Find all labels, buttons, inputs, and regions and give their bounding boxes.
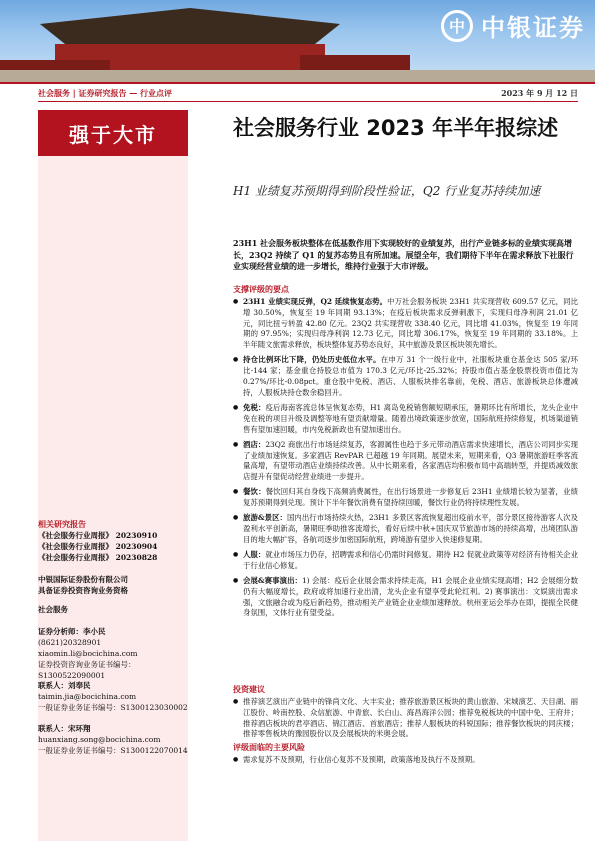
report-subtitle: H1 业绩复苏预期得到阶段性验证，Q2 行业复苏持续加速 (233, 184, 541, 198)
breadcrumb: 社会服务 | 证券研究报告 — 行业点评 (38, 88, 173, 98)
rating-badge: 强于大市 (38, 110, 188, 156)
risk-list (233, 755, 578, 766)
point-text: 国内出行市场持续火热，23H1 多景区客流恢复超出疫前水平，部分景区接待游客人次及盈利水平创新高，暑期旺季助推客流增长，看好后续中秋+国庆双节旅游市场的持续高增，出境团队游目的地大幅扩容，各航司逐步加密国际航班，跨境游有望步入快速修复期。 (243, 513, 578, 544)
report-date: 2023 年 9 月 12 日 (501, 88, 578, 98)
key-points (233, 297, 578, 624)
brand-logo (441, 8, 585, 43)
section-heading-key-points: 支撑评级的要点 (233, 284, 289, 294)
point-item (233, 487, 578, 509)
related-item: 《社会服务行业周报》 20230910 (38, 531, 158, 540)
analyst-role: 联系人：刘奉民 (38, 681, 91, 690)
header-bar (0, 82, 595, 84)
related-item: 《社会服务行业周报》 20230828 (38, 553, 158, 562)
investment-item: ● 推荐演艺演出产业链中的锋尚文化、大丰实业；推荐旅游景区板块的黄山旅游、宋城演艺、天目湖、丽江股份、岭南控股、众信旅游、中青旅、长白山、海昌海洋公园；推荐免税板块的中国中免、王府井；推荐酒店板块的君亭酒店、锦江酒店、首旅酒店；推荐人服板块的科锐国际；推荐餐饮板块的同庆楼；推荐零售板块的豫园股份以及会展板块的米奥会展。 (233, 697, 578, 740)
related-item: 《社会服务行业周报》 20230904 (38, 542, 158, 551)
point-lead: 旅游&景区： (243, 513, 287, 523)
point-lead: 会展&赛事演出： (243, 576, 303, 586)
investment-advice (233, 697, 578, 740)
analyst-email: huanxiang.song@bocichina.com (38, 735, 161, 744)
point-text: 就业市场压力仍存，招聘需求和信心仍需时间修复。期待 H2 促就业政策等对经济有待相关企业于行业信心修复。 (243, 550, 578, 570)
point-item (233, 513, 578, 545)
brand-name: 中银证券 (481, 14, 585, 42)
analyst-phone: (8621)20328901 (38, 638, 102, 647)
point-lead: 23H1 业绩实现反弹，Q2 延续恢复态势。 (243, 297, 388, 306)
point-text: 1) 会展：疫后企业展会需求持续走高，H1 会展企业业绩实现高增；H2 会展细分数仍有大幅度增长，政府或将加速行业出清，龙头企业有望享受此轮红利。2) 赛事演出：文娱演出需求强，文旅融合或为疫后新趋势，推动相关产业链企业业绩加速释放。杭州亚运会举办在即，提振全民健身氛围，文体行业有望受益。 (243, 576, 578, 618)
summary: 23H1 社会服务板块整体在低基数作用下实现较好的业绩复苏，出行产业链多标的业绩实现高增长，23Q2 持续了 Q1 的复苏态势且有所加速。展望全年，我们期待下半年在需求释放下社服行业实现经营业绩的进一步增长，维持行业强于大市评级。 (233, 238, 574, 272)
cover-banner (0, 0, 595, 82)
point-lead: 餐饮： (243, 487, 266, 497)
company-info (38, 574, 188, 596)
point-item (233, 576, 578, 619)
company-name: 中银国际证券股份有限公司 (38, 575, 128, 584)
header-rule (38, 101, 578, 102)
analyst-email: xiaomin.li@bocichina.com (38, 649, 138, 658)
industry-label (38, 604, 188, 615)
point-lead: 免税： (243, 402, 266, 412)
analyst-cert: 一般证券业务证书编号：S1300123030002 (38, 703, 188, 712)
point-item (233, 403, 578, 435)
point-lead: 酒店： (243, 439, 266, 449)
point-text: 餐饮回归其自身线下高频消费属性，在出行场景进一步修复后 23H1 业绩增长较为显著，业绩复苏预期得到兑现。预计下半年餐饮消费有望持续回暖，餐饮行业仍将持续理性发展。 (243, 487, 578, 508)
analyst-cert: 证券投资咨询业务证书编号：S1300522090001 (38, 660, 136, 680)
analyst-role: 联系人：宋环翔 (38, 724, 91, 733)
risk-item: ● 需求复苏不及预期，行业信心复苏不及预期，政策落地及执行不及预期。 (233, 755, 578, 766)
analyst-1 (38, 626, 188, 681)
related-reports (38, 519, 188, 563)
analyst-3 (38, 723, 188, 756)
point-text: 中万社会服务板块 23H1 共实现营收 609.57 亿元，同比增 30.50%，恢复至 19 年同期 93.13%；在疫后板块需求反弹刺激下，实现归母净利润 21.01 亿元，同比扭亏转盈 42.80 亿元。23Q2 共实现营收 338.40 亿元，同比增 41.03%，恢复至 19 年同期的 97.95%；实现归母净利润 12.73 亿元，同比增 306.17%，恢复至 19 年同期的 33.18%。上半年随文旅需求释放，板块整体复苏势态良好，其中旅游及景区板块领先增长。 (243, 297, 578, 350)
point-lead: 人服： (243, 550, 266, 560)
point-text: 23Q2 商旅出行市场延续复苏，客源属性也趋于多元带动酒店需求快速增长，酒店公司同步实现了业绩加速恢复。多家酒店 RevPAR 已超越 19 年同期。展望未来，短期来看，Q3 暑期旅游旺季客流量高增，有望带动酒店业绩持续改善。从中长期来看，各家酒店均积极布局中高端转型，并提质减效旅店提升有望促动经营业绩进一步提升。 (243, 439, 578, 482)
analyst-cert: 一般证券业务证书编号：S1300122070014 (38, 746, 188, 755)
analyst-role: 证券分析师：李小民 (38, 627, 106, 636)
related-heading: 相关研究报告 (38, 519, 86, 529)
point-text: 在申万 31 个一级行业中，社服板块重仓基金达 505 家/环比-144 家；基金重仓持股总市值为 170.3 亿元/环比-25.32%；持股市值占基金股票投资市值比为 0.27%/环比-0.08pct。重仓股中免税、酒店、人服板块排名靠前，免税、酒店、旅游板块总体遭减持，人服板块持仓数余稳回升。 (243, 355, 578, 397)
point-item (233, 297, 578, 351)
report-header (38, 86, 578, 100)
section-heading-investment: 投资建议 (233, 684, 265, 694)
analyst-email: taimin.jia@bocichina.com (38, 692, 137, 701)
point-item (233, 550, 578, 572)
report-title: 社会服务行业 2023 年半年报综述 (233, 116, 559, 140)
section-heading-risk: 评级面临的主要风险 (233, 742, 305, 752)
plaza (0, 70, 595, 82)
point-text: 疫后海南客流总体呈恢复态势，H1 离岛免税销售额短期承压，暑期环比有所增长，龙头企业中免在税的项目升级及调整等地有望贡献增量。随着出境政策逐步放宽，国际航班持续修复，机场渠道销售有望加速回暖，市内免税新政也有望加速出台。 (243, 402, 578, 434)
logo-icon: 中 (441, 10, 473, 42)
point-item (233, 355, 578, 398)
analyst-2 (38, 680, 188, 713)
point-item (233, 440, 578, 483)
sidebar (38, 156, 188, 841)
industry: 社会服务 (38, 605, 68, 614)
palace-roof (40, 8, 340, 48)
qualification: 具备证券投资咨询业务资格 (38, 586, 128, 595)
point-lead: 持仓比例环比下降，仍处历史低位水平。 (243, 355, 381, 365)
